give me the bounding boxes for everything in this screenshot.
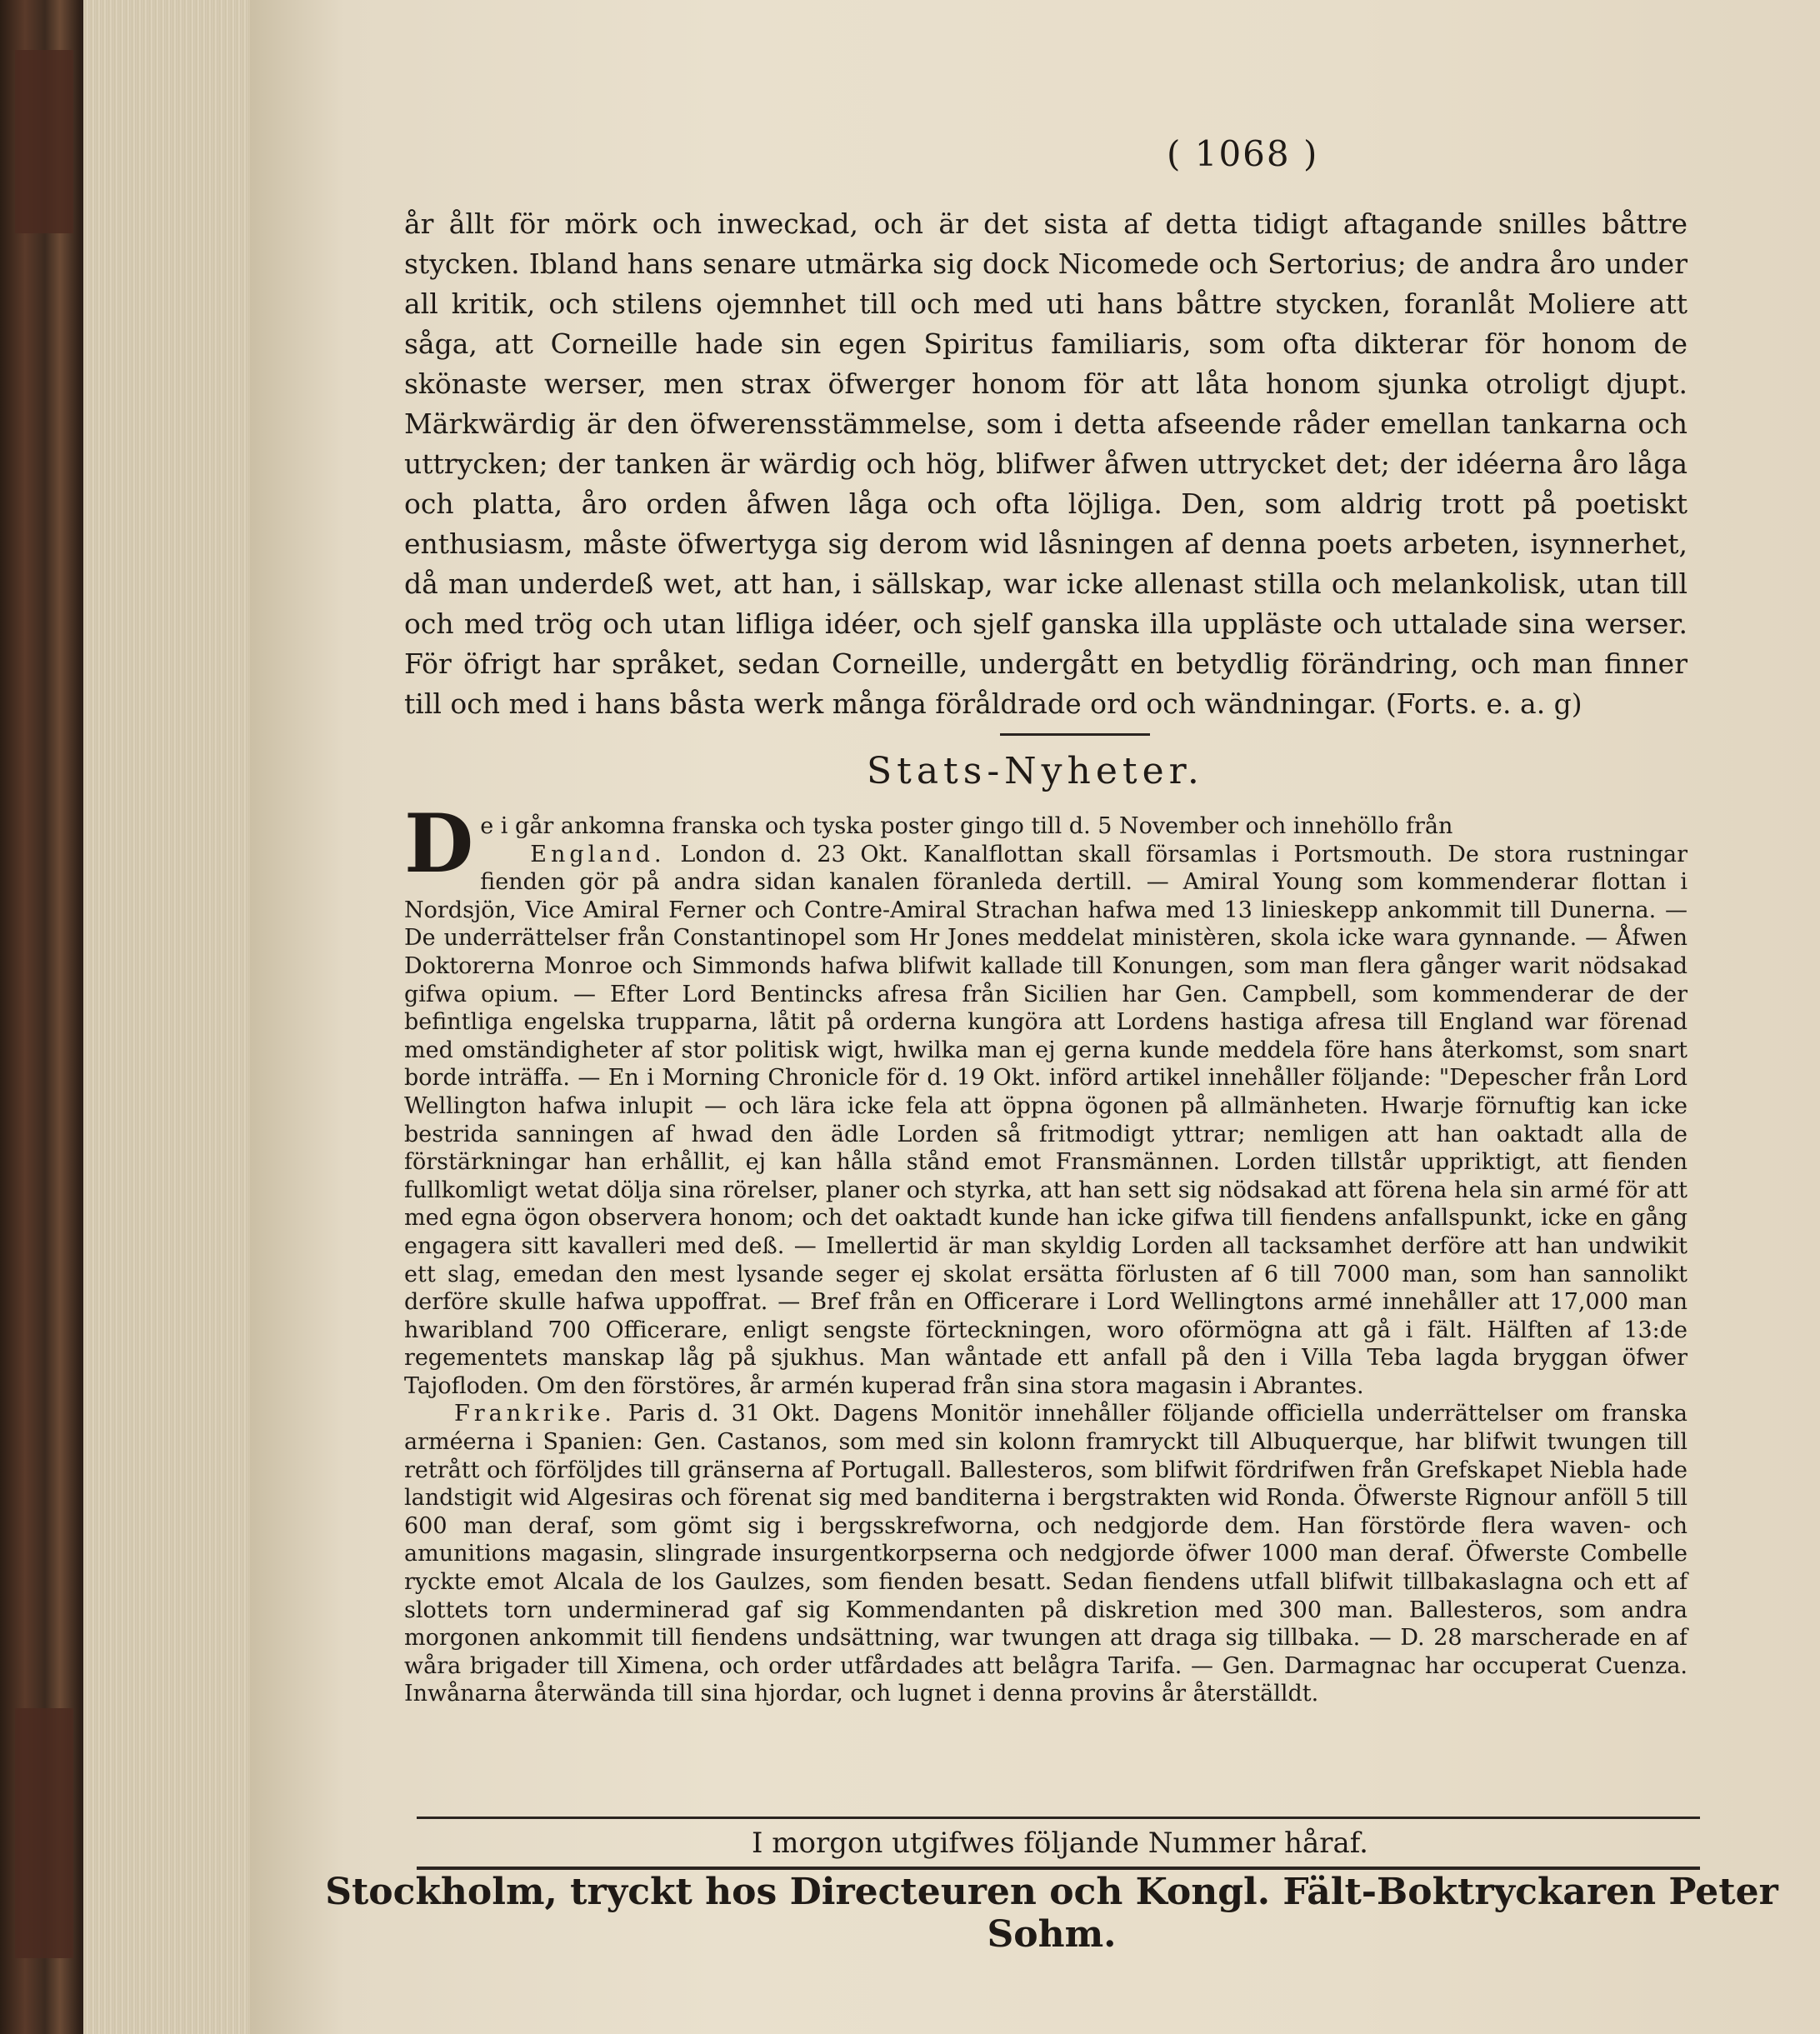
england-heading: England. <box>530 841 666 867</box>
next-issue-note: I morgon utgifwes följande Nummer håraf. <box>752 1827 1368 1860</box>
rule-top <box>417 1817 1700 1819</box>
section-title: Stats-Nyheter. <box>867 750 1204 792</box>
page-edges <box>83 0 267 2034</box>
france-heading: Frankrike. <box>454 1401 616 1427</box>
england-text: London d. 23 Okt. Kanalflottan skall församlas i Portsmouth. De stora rustningar fienden gör på andra sidan kanalen föranleda dertill. — Amiral Young som kommenderar flottan i Nordsjön, Vice Amiral Ferner och Contre-Amiral Strachan hafwa med 13 linieskepp ankommit till Dunerna. — De underrättelser från Constantinopel som Hr Jones meddelat ministèren, skola icke wara gynnande. — Åfwen Doktorerna Monroe och Simmonds hafwa blifwit kallade till Konungen, som man flera gånger warit nödsakad gifwa opium. — Efter Lord Bentincks afresa från Sicilien har Gen. Campbell, som kommenderar de der befintliga engelska trupparna, låtit på orderna kungöra att Lordens hastiga afresa till England war förenad med omständigheter af stor politisk wigt, hwilka man ej gerna kunde meddela före hans återkomst, som snart borde inträffa. — En i Morning Chronicle för d. 19 Okt. införd artikel innehåller följande: "Depescher från Lord Wellington hafwa inlupit — och lära icke fela att öppna ögonen på allmänheten. Hwarje förnuftig kan icke bestrida sanningen af hwad den ädle Lorden så fritmodigt yttrar; nemligen att han oaktadt alla de förstärkningar han erhållit, ej kan hålla stånd emot Fransmännen. Lorden tillstår uppriktigt, att fienden fullkomligt wetat dölja sina rörelser, planer och styrka, att han sett sig nödsakad att förena hela sin armé för att med egna ögon observera honom; och det oaktadt kunde han icke gifwa till fiendens anfallspunkt, icke en gång engagera sitt kavalleri med deß. — Imellertid är man skyldig Lorden all tacksamhet derföre att han undwikit ett slag, emedan den mest lysande seger ej skolat ersätta förlusten af 6 till 7000 man, som han sannolikt derföre skulle hafwa uppoffrat. — Bref från en Officerare i Lord Wellingtons armé innehåller att 17,000 man hwaribland 700 Officerare, enligt sengste förteckningen, woro oförmögna att gå i fält. Hälften af 13:de regementets manskap låg på sjukhus. Man wåntade ett anfall på den i Villa Teba lagda bryggan öfwer Tajofloden. Om den förstöres, år armén kuperad från sina stora magasin i Abrantes. <box>404 841 1688 1399</box>
news-intro: e i går ankomna franska och tyska poster gingo till d. 5 November och innehöllo från <box>480 813 1453 839</box>
document-page <box>250 0 1820 2034</box>
imprint: Stockholm, tryckt hos Directeuren och Kongl. Fält-Boktryckaren Peter Sohm. <box>325 1871 1778 1956</box>
article-text: år ållt för mörk och inweckad, och är det sista af detta tidigt aftagande snilles båttre stycken. Ibland hans senare utmärka sig dock Nicomede och Sertorius; de andra åro under all kritik, och stilens ojemnhet till och med uti hans båttre stycken, foranlåt Moliere att såga, att Corneille hade sin egen Spiritus familiaris, som ofta dikterar för honom de skönaste werser, men strax öfwerger honom för att låta honom sjunka otroligt djupt. Märkwärdig är den öfwerensstämmelse, som i detta afseende råder emellan tankarna och uttrycken; der tanken är wärdig och hög, blifwer åfwen uttrycket det; der idéerna åro låga och platta, åro orden åfwen låga och ofta löjliga. Den, som aldrig trott på poetiskt enthusiasm, måste öfwertyga sig derom wid låsningen af denna poets arbeten, isynnerhet, då man underdeß wet, att han, i sällskap, war icke allenast stilla och melankolisk, utan till och med trög och utan lifliga idéer, och sjelf ganska illa uppläste och uttalade sina werser. För öfrigt har språket, sedan Corneille, undergått en betydlig förändring, och man finner till och med i hans båsta werk många föråldrade ord och wändningar. (Forts. e. a. g) <box>404 207 1688 720</box>
rule-bottom <box>417 1867 1700 1870</box>
england-report <box>404 841 1688 1401</box>
section-divider <box>1000 733 1150 736</box>
france-report <box>404 1400 1688 1708</box>
spine-band <box>15 1708 73 1958</box>
drop-cap: D <box>404 797 474 891</box>
france-text: Paris d. 31 Okt. Dagens Monitör innehåller följande officiella underrättelser om franska arméerna i Spanien: Gen. Castanos, som med sin kolonn framryckt till Albuquerque, har blifwit twungen till retrått och förföljdes till gränserna af Portugall. Ballesteros, som blifwit fördrifwen från Grefskapet Niebla hade landstigit wid Algesiras och förenat sig med banditerna i bergstrakten wid Ronda. Öfwerste Rignour anföll 5 till 600 man deraf, som gömt sig i bergsskrefworna, och nedgjorde dem. Han förstörde flera waven- och amunitions magasin, slingrade insurgentkorpserna och nedgjorde öfwer 1000 man deraf. Öfwerste Combelle ryckte emot Alcala de los Gaulzes, som fienden besatt. Sedan fiendens utfall blifwit tillbakaslagna och ett af slottets torn underminerad gaf sig Kommendanten på diskretion med 300 man. Ballesteros, som andra morgonen ankommit till fiendens undsättning, war twungen att draga sig tillbaka. — D. 28 marscherade en af wåra brigader till Ximena, och order utfårdades att belågra Tarifa. — Gen. Darmagnac har occuperat Cuenza. Inwånarna återwända till sina hjordar, och lugnet i denna provins år återställdt. <box>404 1401 1688 1707</box>
spine-band <box>15 50 73 233</box>
page-number: ( 1068 ) <box>1167 133 1319 174</box>
news-column <box>404 797 1688 1708</box>
